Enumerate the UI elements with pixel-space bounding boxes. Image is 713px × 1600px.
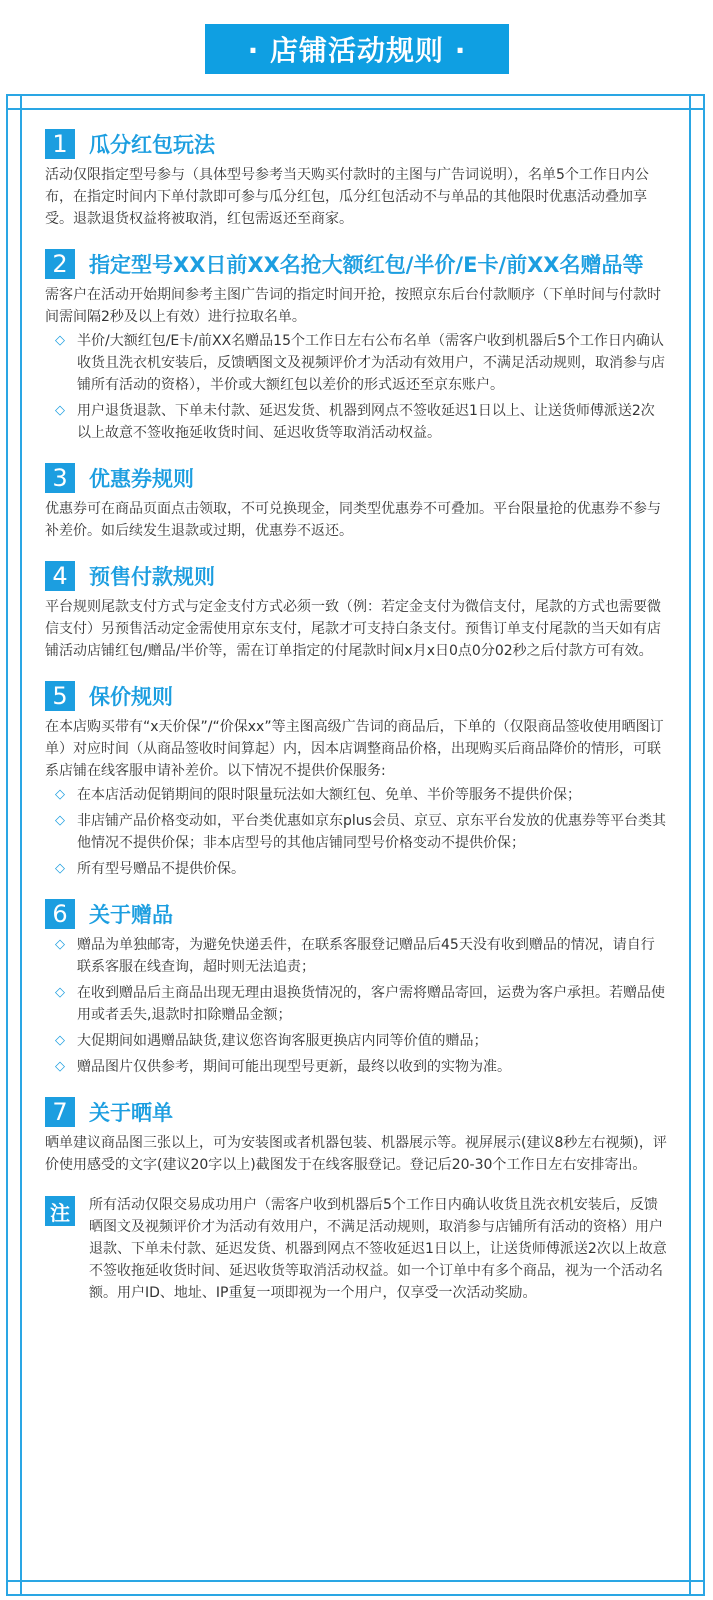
- diamond-outline-icon: ◇: [55, 787, 65, 802]
- frame-corner-decoration: [689, 1580, 705, 1596]
- section-title: 指定型号XX日前XX名抢大额红包/半价/E卡/前XX名赠品等: [89, 253, 644, 277]
- section-header: [45, 898, 668, 930]
- section-title: 关于晒单: [89, 1101, 173, 1125]
- bullet-text: 赠品图片仅供参考，期间可能出现型号更新，最终以收到的实物为准。: [77, 1059, 511, 1075]
- section-number-badge: 5: [45, 681, 75, 711]
- bullet-item: [45, 1030, 668, 1052]
- section-number-badge: 4: [45, 561, 75, 591]
- rule-section: [45, 560, 668, 662]
- frame-corner-decoration: [6, 1580, 22, 1596]
- bullet-item: [45, 400, 668, 444]
- section-number-badge: 7: [45, 1097, 75, 1127]
- section-paragraph: 在本店购买带有“x天价保”/“价保xx”等主图高级广告词的商品后，下单的（仅限商品签收使用晒图订单）对应时间（从商品签收时间算起）内，因本店调整商品价格，出现购买后商品降价的情形，可联系店铺在线客服申请补差价。以下情况不提供价保服务:: [45, 719, 664, 779]
- section-paragraph: 优惠券可在商品页面点击领取，不可兑换现金，同类型优惠券不可叠加。平台限量抢的优惠券不参与补差价。如后续发生退款或过期，优惠券不返还。: [45, 501, 661, 539]
- diamond-outline-icon: ◇: [55, 937, 65, 952]
- rule-section: [45, 248, 668, 444]
- section-header: [45, 462, 668, 494]
- diamond-outline-icon: ◇: [55, 985, 65, 1000]
- bullet-item: [45, 810, 668, 854]
- diamond-outline-icon: ◇: [55, 333, 65, 348]
- bullet-item: [45, 934, 668, 978]
- section-header: [45, 248, 668, 280]
- section-paragraph: 活动仅限指定型号参与（具体型号参考当天购买付款时的主图与广告词说明），名单5个工作日内公布，在指定时间内下单付款即可参与瓜分红包，瓜分红包活动不与单品的其他限时优惠活动叠加享受。退款退货权益将被取消，红包需返还至商家。: [45, 167, 649, 227]
- bullet-list: [45, 934, 668, 1078]
- bullet-item: [45, 784, 668, 806]
- bullet-text: 大促期间如遇赠品缺货,建议您咨询客服更换店内同等价值的赠品；: [77, 1033, 488, 1049]
- section-paragraph: 需客户在活动开始期间参考主图广告词的指定时间开抢，按照京东后台付款顺序（下单时间与付款时间需间隔2秒及以上有效）进行拉取名单。: [45, 287, 661, 325]
- diamond-outline-icon: ◇: [55, 813, 65, 828]
- section-header: [45, 1096, 668, 1128]
- diamond-outline-icon: ◇: [55, 861, 65, 876]
- section-title: 保价规则: [89, 685, 173, 709]
- rule-section: [45, 1096, 668, 1176]
- section-title: 优惠券规则: [89, 467, 194, 491]
- diamond-outline-icon: ◇: [55, 1059, 65, 1074]
- bullet-text: 半价/大额红包/E卡/前XX名赠品15个工作日左右公布名单（需客户收到机器后5个工作日内确认收货且洗衣机安装后，反馈晒图文及视频评价才为活动有效用户，不满足活动规则，取消参与店铺所有活动的资格），半价或大额红包以差价的形式返还至京东账户。: [77, 333, 665, 393]
- rule-section: [45, 462, 668, 542]
- bullet-text: 用户退货退款、下单未付款、延迟发货、机器到网点不签收延迟1日以上、让送货师傅派送2次以上故意不签收拖延收货时间、延迟收货等取消活动权益。: [77, 403, 655, 441]
- section-title: 瓜分红包玩法: [89, 133, 215, 157]
- bullet-list: [45, 330, 668, 444]
- rule-section: [45, 680, 668, 880]
- section-header: [45, 680, 668, 712]
- section-header: [45, 128, 668, 160]
- bullet-item: [45, 858, 668, 880]
- frame-corner-decoration: [689, 94, 705, 110]
- page-title-banner: · 店铺活动规则 ·: [205, 24, 509, 74]
- bullet-item: [45, 982, 668, 1026]
- section-number-badge: 3: [45, 463, 75, 493]
- rule-section: [45, 898, 668, 1078]
- bullet-text: 赠品为单独邮寄，为避免快递丢件，在联系客服登记赠品后45天没有收到赠品的情况，请自行联系客服在线查询，超时则无法追责；: [77, 937, 655, 975]
- section-title: 预售付款规则: [89, 565, 215, 589]
- bullet-item: [45, 330, 668, 396]
- rule-section: [45, 128, 668, 230]
- section-paragraph: 平台规则尾款支付方式与定金支付方式必须一致（例：若定金支付为微信支付，尾款的方式也需要微信支付）另预售活动定金需使用京东支付，尾款才可支持白条支付。预售订单支付尾款的当天如有店铺活动店铺红包/赠品/半价等，需在订单指定的付尾款时间x月x日0点0分02秒之后付款方可有效。: [45, 599, 661, 659]
- bullet-text: 所有型号赠品不提供价保。: [77, 861, 245, 877]
- diamond-outline-icon: ◇: [55, 403, 65, 418]
- section-header: [45, 560, 668, 592]
- note-label-badge: 注: [45, 1196, 75, 1226]
- section-title: 关于赠品: [89, 903, 173, 927]
- bullet-list: [45, 784, 668, 880]
- section-number-badge: 2: [45, 249, 75, 279]
- bullet-item: [45, 1056, 668, 1078]
- rules-content: [45, 128, 668, 1304]
- frame-corner-decoration: [6, 94, 22, 110]
- bullet-text: 非店铺产品价格变动如，平台类优惠如京东plus会员、京豆、京东平台发放的优惠券等平台类其他情况不提供价保；非本店型号的其他店铺同型号价格变动不提供价保；: [77, 813, 666, 851]
- diamond-outline-icon: ◇: [55, 1033, 65, 1048]
- section-paragraph: 晒单建议商品图三张以上，可为安装图或者机器包装、机器展示等。视屏展示(建议8秒左右视频)，评价使用感受的文字(建议20字以上)截图发于在线客服登记。登记后20-30个工作日左右安排寄出。: [45, 1135, 667, 1173]
- note-text: 所有活动仅限交易成功用户（需客户收到机器后5个工作日内确认收货且洗衣机安装后，反馈晒图文及视频评价才为活动有效用户，不满足活动规则，取消参与店铺所有活动的资格）用户退款、下单未付款、延迟发货、机器到网点不签收延迟1日以上，让送货师傅派送2次以上故意不签收拖延收货时间、延迟收货等取消活动权益。如一个订单中有多个商品，视为一个活动名额。用户ID、地址、IP重复一项即视为一个用户，仅享受一次活动奖励。: [89, 1197, 667, 1301]
- section-number-badge: 6: [45, 899, 75, 929]
- bullet-text: 在收到赠品后主商品出现无理由退换货情况的，客户需将赠品寄回，运费为客户承担。若赠品使用或者丢失,退款时扣除赠品金额；: [77, 985, 665, 1023]
- bullet-text: 在本店活动促销期间的限时限量玩法如大额红包、免单、半价等服务不提供价保；: [77, 787, 581, 803]
- note-block: [45, 1194, 668, 1304]
- section-number-badge: 1: [45, 129, 75, 159]
